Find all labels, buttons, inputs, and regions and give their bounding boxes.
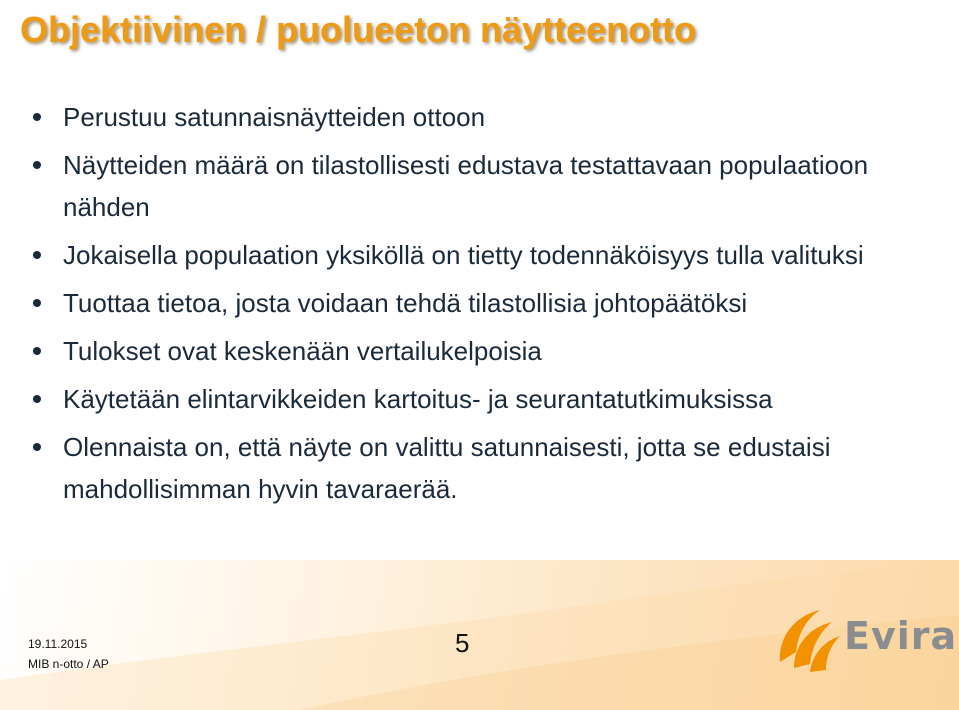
bullet-text: Tulokset ovat keskenään vertailukelpoisia: [63, 336, 542, 366]
list-item: [0, 426, 959, 510]
bullet-text: Perustuu satunnaisnäytteiden ottoon: [63, 102, 486, 132]
bullet-text: Tuottaa tietoa, josta voidaan tehdä tilastollisia johtopäätöksi: [63, 288, 748, 318]
list-item: [0, 378, 959, 420]
list-item: [0, 144, 959, 228]
evira-swirl-icon: [768, 600, 848, 680]
list-item: [0, 282, 959, 324]
page-number: 5: [455, 628, 470, 658]
list-item: [0, 96, 959, 138]
bullet-dot-icon: [33, 395, 41, 403]
bullet-dot-icon: [33, 443, 41, 451]
bullet-text: Näytteiden määrä on tilastollisesti edustava testattavaan populaatioon nähden: [63, 150, 869, 222]
bullet-dot-icon: [33, 251, 41, 259]
list-item: [0, 234, 959, 276]
logo-wordmark: Evira: [844, 614, 958, 658]
footer-note: MIB n-otto / AP: [28, 657, 109, 671]
slide-title: Objektiivinen / puolueeton näytteenotto: [20, 9, 697, 50]
bullet-dot-icon: [33, 347, 41, 355]
bullet-text: Olennaista on, että näyte on valittu satunnaisesti, jotta se edustaisi mahdollisimman hyvin tavaraerää.: [63, 432, 831, 504]
footer-date: 19.11.2015: [28, 637, 88, 651]
bullet-text: Käytetään elintarvikkeiden kartoitus- ja seurantatutkimuksissa: [63, 384, 773, 414]
bullet-text: Jokaisella populaation yksiköllä on tietty todennäköisyys tulla valituksi: [63, 240, 864, 270]
bullet-dot-icon: [33, 161, 41, 169]
list-item: [0, 330, 959, 372]
evira-logo: [768, 600, 958, 680]
bullet-list: [0, 96, 959, 516]
bullet-dot-icon: [33, 113, 41, 121]
bullet-dot-icon: [33, 299, 41, 307]
